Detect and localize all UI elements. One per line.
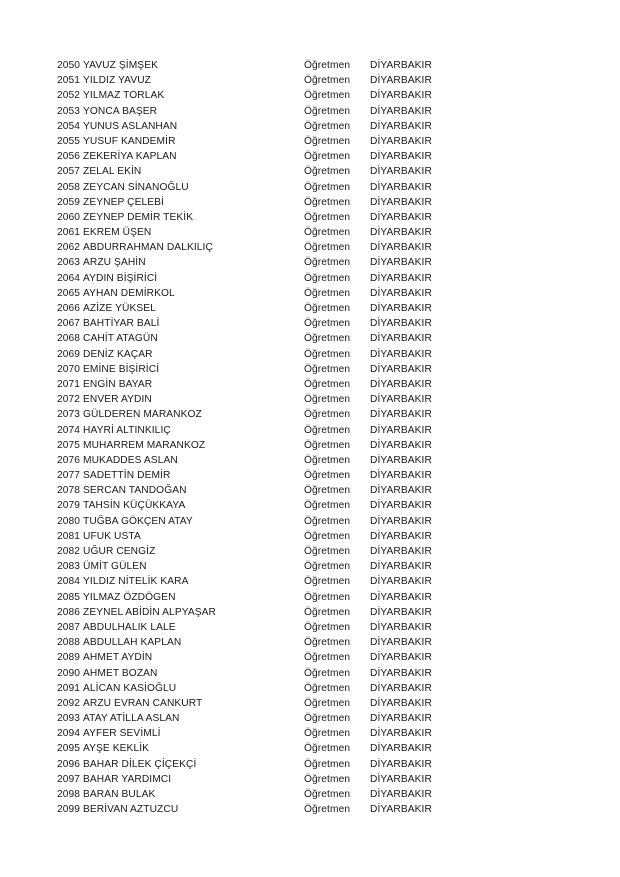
row-number: 2085 [57,591,81,603]
row-number: 2068 [57,333,81,345]
row-number: 2080 [57,515,81,527]
row-number: 2059 [57,196,81,208]
person-city: DİYARBAKIR [370,348,432,360]
row-number: 2057 [57,166,81,178]
person-role: Öğretmen [304,561,351,573]
person-role: Öğretmen [304,667,351,679]
list-item [57,666,477,681]
list-item [57,772,477,787]
person-role: Öğretmen [304,181,351,193]
person-name: YILMAZ ÖZDÖGEN [83,591,176,603]
person-role: Öğretmen [304,789,351,800]
person-name: ENVER AYDIN [83,394,152,406]
person-name: AHMET BOZAN [83,667,158,679]
person-name: ZEYCAN SİNANOĞLU [83,181,189,193]
person-city: DİYARBAKIR [370,257,432,269]
person-name: YUNUS ASLANHAN [83,120,178,132]
list-item [57,787,477,802]
list-item [57,423,477,438]
row-number: 2082 [57,546,81,557]
person-city: DİYARBAKIR [370,303,432,314]
list-item [57,195,477,210]
person-role: Öğretmen [304,211,351,223]
list-item [57,590,477,605]
row-number: 2071 [57,378,81,390]
person-role: Öğretmen [304,804,351,816]
person-name: ZEYNEP DEMİR TEKİK [83,211,194,223]
list-item [57,225,477,240]
person-name: BAHAR YARDIMCI [83,773,172,785]
person-name: YILDIZ YAVUZ [83,75,151,87]
person-city: DİYARBAKIR [370,637,432,649]
person-role: Öğretmen [304,333,351,345]
row-number: 2061 [57,227,81,239]
list-item [57,407,477,422]
list-item [57,88,477,103]
person-role: Öğretmen [304,378,351,390]
person-role: Öğretmen [304,60,351,71]
person-role: Öğretmen [304,75,351,87]
person-name: TAHSİN KÜÇÜKKAYA [83,500,186,512]
row-number: 2081 [57,530,81,542]
person-name: AYFER SEVİMLİ [83,728,161,740]
person-name: SERCAN TANDOĞAN [83,485,187,497]
person-name: UĞUR CENGİZ [83,546,156,557]
list-item [57,347,477,362]
list-item [57,514,477,529]
list-item [57,119,477,134]
person-name: ARZU ŞAHİN [83,257,146,269]
row-number: 2076 [57,454,81,466]
row-number: 2079 [57,500,81,512]
person-name: ABDULHALIK LALE [83,621,176,633]
row-number: 2062 [57,242,81,254]
person-role: Öğretmen [304,606,351,618]
person-city: DİYARBAKIR [370,181,432,193]
person-role: Öğretmen [304,257,351,269]
person-role: Öğretmen [304,758,351,770]
list-item [57,301,477,316]
person-city: DİYARBAKIR [370,530,432,542]
row-number: 2050 [57,60,81,71]
row-number: 2051 [57,75,81,87]
person-name: YILMAZ TORLAK [83,90,165,102]
person-city: DİYARBAKIR [370,758,432,770]
person-role: Öğretmen [304,120,351,132]
teacher-list [57,58,477,817]
person-name: AYDIN BİŞİRİCİ [83,272,158,284]
person-city: DİYARBAKIR [370,75,432,87]
list-item [57,362,477,377]
person-name: YUSUF KANDEMİR [83,135,176,147]
person-city: DİYARBAKIR [370,713,432,725]
person-name: ABDULLAH KAPLAN [83,637,182,649]
person-city: DİYARBAKIR [370,773,432,785]
list-item [57,544,477,559]
person-role: Öğretmen [304,318,351,330]
row-number: 2096 [57,758,81,770]
person-role: Öğretmen [304,576,351,588]
list-item [57,468,477,483]
person-city: DİYARBAKIR [370,561,432,573]
person-city: DİYARBAKIR [370,591,432,603]
person-name: AYHAN DEMİRKOL [83,287,175,299]
person-city: DİYARBAKIR [370,728,432,740]
person-name: ABDURRAHMAN DALKILIÇ [83,242,213,254]
person-name: ATAY ATİLLA ASLAN [83,713,180,725]
list-item [57,483,477,498]
person-city: DİYARBAKIR [370,135,432,147]
list-item [57,164,477,179]
row-number: 2055 [57,135,81,147]
list-item [57,210,477,225]
person-name: GÜLDEREN MARANKOZ [83,409,202,421]
list-item [57,271,477,286]
row-number: 2087 [57,621,81,633]
person-name: UFUK USTA [83,530,141,542]
list-item [57,498,477,513]
person-role: Öğretmen [304,424,351,436]
person-city: DİYARBAKIR [370,105,432,117]
person-city: DİYARBAKIR [370,90,432,102]
person-role: Öğretmen [304,500,351,512]
person-city: DİYARBAKIR [370,272,432,284]
person-name: DENİZ KAÇAR [83,348,153,360]
row-number: 2063 [57,257,81,269]
person-role: Öğretmen [304,439,351,451]
row-number: 2092 [57,697,81,709]
person-role: Öğretmen [304,682,351,694]
person-role: Öğretmen [304,90,351,102]
person-city: DİYARBAKIR [370,394,432,406]
row-number: 2088 [57,637,81,649]
person-role: Öğretmen [304,303,351,314]
person-name: HAYRİ ALTINKILIÇ [83,424,171,436]
list-item [57,726,477,741]
person-city: DİYARBAKIR [370,606,432,618]
person-role: Öğretmen [304,485,351,497]
list-item [57,802,477,817]
list-item [57,605,477,620]
person-name: CAHİT ATAGÜN [83,333,158,345]
person-city: DİYARBAKIR [370,333,432,345]
row-number: 2056 [57,151,81,163]
person-city: DİYARBAKIR [370,211,432,223]
list-item [57,635,477,650]
person-name: YONCA BAŞER [83,105,158,117]
person-city: DİYARBAKIR [370,439,432,451]
row-number: 2065 [57,287,81,299]
list-item [57,377,477,392]
row-number: 2060 [57,211,81,223]
person-role: Öğretmen [304,530,351,542]
row-number: 2070 [57,363,81,375]
person-role: Öğretmen [304,166,351,178]
row-number: 2095 [57,743,81,755]
person-name: ENGİN BAYAR [83,378,153,390]
person-city: DİYARBAKIR [370,242,432,254]
person-city: DİYARBAKIR [370,318,432,330]
list-item [57,453,477,468]
person-city: DİYARBAKIR [370,424,432,436]
list-item [57,58,477,73]
person-name: AYŞE KEKLİK [83,743,150,755]
person-city: DİYARBAKIR [370,227,432,239]
person-city: DİYARBAKIR [370,682,432,694]
person-name: SADETTİN DEMİR [83,470,171,482]
person-role: Öğretmen [304,242,351,254]
person-city: DİYARBAKIR [370,470,432,482]
person-city: DİYARBAKIR [370,485,432,497]
person-name: ARZU EVRAN CANKURT [83,697,203,709]
row-number: 2053 [57,105,81,117]
person-name: AZİZE YÜKSEL [83,303,156,314]
list-item [57,529,477,544]
person-city: DİYARBAKIR [370,621,432,633]
row-number: 2075 [57,439,81,451]
list-item [57,331,477,346]
row-number: 2093 [57,713,81,725]
row-number: 2091 [57,682,81,694]
person-role: Öğretmen [304,470,351,482]
person-role: Öğretmen [304,728,351,740]
person-city: DİYARBAKIR [370,196,432,208]
person-role: Öğretmen [304,394,351,406]
person-role: Öğretmen [304,151,351,163]
person-role: Öğretmen [304,409,351,421]
row-number: 2078 [57,485,81,497]
person-role: Öğretmen [304,515,351,527]
person-name: YILDIZ NİTELİK KARA [83,576,189,588]
person-role: Öğretmen [304,652,351,664]
person-role: Öğretmen [304,621,351,633]
person-name: EKREM ÜŞEN [83,227,152,239]
list-item [57,650,477,665]
list-item [57,757,477,772]
person-role: Öğretmen [304,591,351,603]
person-role: Öğretmen [304,454,351,466]
person-name: MUHARREM MARANKOZ [83,439,206,451]
person-role: Öğretmen [304,743,351,755]
list-item [57,286,477,301]
person-name: BERİVAN AZTUZCU [83,804,179,816]
person-name: AHMET AYDİN [83,652,153,664]
person-role: Öğretmen [304,363,351,375]
person-name: EMİNE BİŞİRİCİ [83,363,160,375]
person-role: Öğretmen [304,196,351,208]
person-role: Öğretmen [304,546,351,557]
person-city: DİYARBAKIR [370,409,432,421]
person-city: DİYARBAKIR [370,151,432,163]
person-name: ALİCAN KASİOĞLU [83,682,177,694]
person-city: DİYARBAKIR [370,576,432,588]
person-city: DİYARBAKIR [370,697,432,709]
person-city: DİYARBAKIR [370,287,432,299]
list-item [57,438,477,453]
row-number: 2052 [57,90,81,102]
person-role: Öğretmen [304,637,351,649]
person-role: Öğretmen [304,713,351,725]
row-number: 2083 [57,561,81,573]
person-name: ÜMİT GÜLEN [83,561,147,573]
list-item [57,681,477,696]
list-item [57,255,477,270]
person-city: DİYARBAKIR [370,166,432,178]
row-number: 2077 [57,470,81,482]
row-number: 2067 [57,318,81,330]
person-role: Öğretmen [304,105,351,117]
list-item [57,392,477,407]
list-item [57,316,477,331]
row-number: 2054 [57,120,81,132]
person-name: MUKADDES ASLAN [83,454,178,466]
row-number: 2094 [57,728,81,740]
row-number: 2058 [57,181,81,193]
person-city: DİYARBAKIR [370,378,432,390]
person-city: DİYARBAKIR [370,804,432,816]
row-number: 2097 [57,773,81,785]
person-city: DİYARBAKIR [370,743,432,755]
person-role: Öğretmen [304,773,351,785]
person-name: ZEYNEP ÇELEBİ [83,196,164,208]
person-city: DİYARBAKIR [370,667,432,679]
row-number: 2090 [57,667,81,679]
list-item [57,134,477,149]
person-city: DİYARBAKIR [370,789,432,800]
person-role: Öğretmen [304,272,351,284]
list-item [57,104,477,119]
person-name: TUĞBA GÖKÇEN ATAY [83,515,193,527]
row-number: 2098 [57,789,81,800]
list-item [57,180,477,195]
row-number: 2074 [57,424,81,436]
list-item [57,240,477,255]
person-city: DİYARBAKIR [370,652,432,664]
person-name: ZEYNEL ABİDİN ALPYAŞAR [83,606,216,618]
person-city: DİYARBAKIR [370,120,432,132]
person-city: DİYARBAKIR [370,363,432,375]
row-number: 2064 [57,272,81,284]
list-item [57,559,477,574]
person-city: DİYARBAKIR [370,515,432,527]
person-name: YAVUZ ŞİMŞEK [83,60,158,71]
list-item [57,73,477,88]
row-number: 2084 [57,576,81,588]
list-item [57,696,477,711]
person-name: ZELAL EKİN [83,166,142,178]
person-name: BAHTİYAR BALİ [83,318,160,330]
person-city: DİYARBAKIR [370,60,432,71]
row-number: 2066 [57,303,81,314]
row-number: 2089 [57,652,81,664]
row-number: 2069 [57,348,81,360]
row-number: 2073 [57,409,81,421]
list-item [57,574,477,589]
row-number: 2086 [57,606,81,618]
person-city: DİYARBAKIR [370,500,432,512]
person-role: Öğretmen [304,348,351,360]
list-item [57,711,477,726]
person-city: DİYARBAKIR [370,546,432,557]
person-name: BARAN BULAK [83,789,156,800]
list-item [57,741,477,756]
person-name: ZEKERİYA KAPLAN [83,151,177,163]
row-number: 2072 [57,394,81,406]
person-city: DİYARBAKIR [370,454,432,466]
person-role: Öğretmen [304,135,351,147]
person-role: Öğretmen [304,227,351,239]
row-number: 2099 [57,804,81,816]
person-role: Öğretmen [304,697,351,709]
person-name: BAHAR DİLEK ÇİÇEKÇİ [83,758,197,770]
list-item [57,149,477,164]
person-role: Öğretmen [304,287,351,299]
list-item [57,620,477,635]
